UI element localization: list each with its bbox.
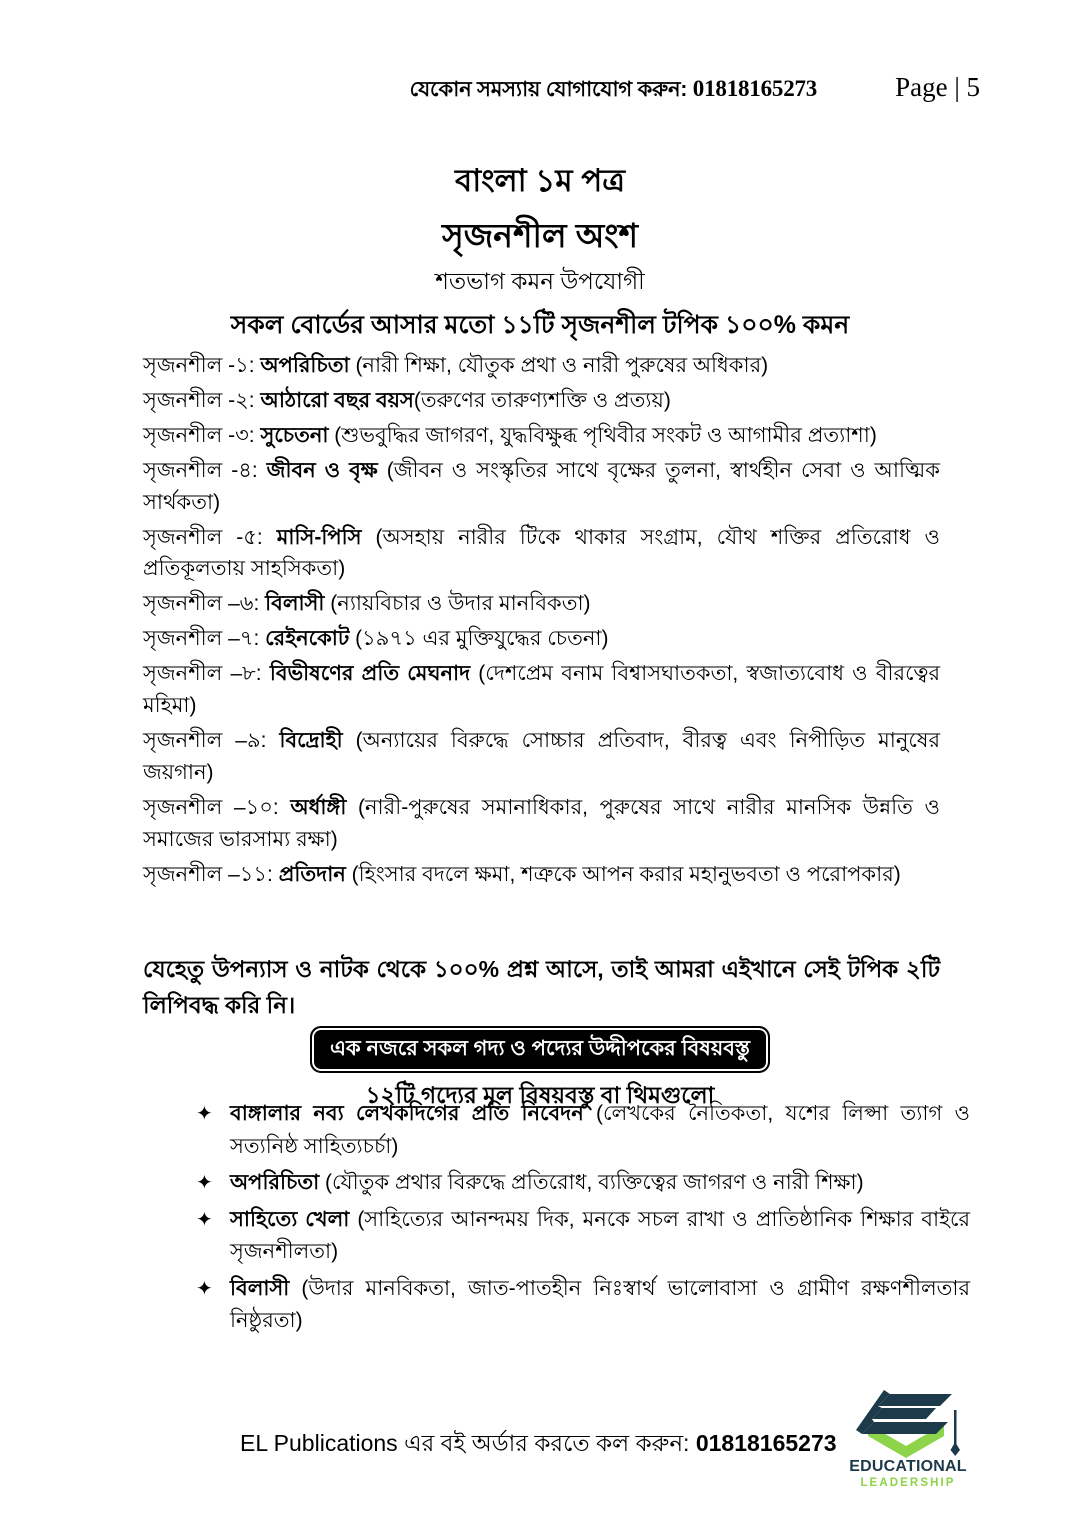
bullet-text	[230, 1167, 970, 1200]
document-title: বাংলা ১ম পত্র	[454, 163, 626, 198]
star-bullet-icon: ✦	[196, 1101, 213, 1125]
topic-name: সুচেতনা	[260, 423, 329, 447]
star-bullet-icon: ✦	[196, 1170, 213, 1195]
document-tagline: শতভাগ কমন উপযোগী	[435, 268, 645, 294]
list-item	[143, 859, 940, 891]
footer-order-text	[140, 1425, 837, 1464]
header-contact-phone: 01818165273	[692, 76, 818, 101]
topic-desc: (অন্যায়ের বিরুদ্ধে সোচ্চার প্রতিবাদ, বীরত্ব এবং নিপীড়িত মানুষের জয়গান)	[143, 728, 940, 784]
topic-desc: (অসহায় নারীর টিকে থাকার সংগ্রাম, যৌথ শক্তির প্রতিরোধ ও প্রতিকূলতায় সাহসিকতা)	[143, 525, 940, 581]
logo-word-educational: EDUCATIONAL	[849, 1458, 967, 1475]
bullet-desc: (সাহিত্যের আনন্দময় দিক, মনকে সচল রাখা ও প্রাতিষ্ঠানিক শিক্ষার বাইরে সৃজনশীলতা)	[230, 1207, 970, 1264]
list-item	[143, 522, 940, 586]
topic-lead: সৃজনশীল -৫:	[143, 525, 277, 549]
topic-lead: সৃজনশীল –৭:	[143, 627, 266, 651]
topic-desc: (শুভবুদ্ধির জাগরণ, যুদ্ধবিক্ষুব্ধ পৃথিবীর সংকট ও আগামীর প্রত্যাশা)	[328, 423, 877, 447]
star-bullet-icon: ✦	[196, 1206, 213, 1231]
list-item	[143, 658, 940, 722]
graduation-cap-logo-icon	[848, 1386, 968, 1458]
page-number: Page | 5	[895, 72, 980, 102]
topic-lead: সৃজনশীল –৮:	[143, 662, 270, 686]
topic-desc: (নারী শিক্ষা, যৌতুক প্রথা ও নারী পুরুষের অধিকার)	[349, 354, 769, 377]
footer-phone: 01818165273	[695, 1430, 837, 1456]
list-item	[143, 420, 940, 452]
topic-name: জীবন ও বৃক্ষ	[266, 458, 378, 482]
topic-lead: সৃজনশীল -২:	[143, 388, 261, 412]
banner-subtitle: ১২টি গদ্যের মূল বিষয়বস্তু বা থিমগুলো	[365, 1082, 715, 1109]
list-item	[143, 588, 940, 620]
topic-lead: সৃজনশীল -৪:	[143, 458, 267, 482]
topic-desc: (হিংসার বদলে ক্ষমা, শত্রুকে আপন করার মহানুভবতা ও পরোপকার)	[345, 862, 901, 886]
creative-topic-list	[143, 350, 940, 894]
note-block	[143, 952, 940, 1023]
topic-name: অপরিচিতা	[260, 354, 350, 377]
list-item	[196, 1204, 970, 1269]
topic-desc: (১৯৭১ এর মুক্তিযুদ্ধের চেতনা)	[349, 627, 609, 651]
topic-name: বিদ্রোহী	[279, 728, 343, 752]
topic-name: অর্ধাঙ্গী	[290, 795, 347, 819]
topic-desc: (দেশপ্রেম বনাম বিশ্বাসঘাতকতা, স্বজাত্যবোধ ও বীরত্বের মহিমা)	[143, 662, 940, 718]
list-item	[143, 350, 940, 382]
bullet-text	[230, 1204, 970, 1269]
list-item	[196, 1167, 970, 1200]
topic-name: আঠারো বছর বয়স	[260, 388, 414, 412]
bullet-desc: (উদার মানবিকতা, জাত-পাতহীন নিঃস্বার্থ ভালোবাসা ও গ্রামীণ রক্ষণশীলতার নিষ্ঠুরতা)	[230, 1276, 970, 1333]
bullet-name: বিলাসী	[230, 1276, 290, 1300]
logo-word-leadership: LEADERSHIP	[860, 1477, 956, 1490]
topic-lead: সৃজনশীল -৩:	[143, 423, 261, 447]
topic-desc: (নারী-পুরুষের সমানাধিকার, পুরুষের সাথে নারীর মানসিক উন্নতি ও সমাজের ভারসাম্য রক্ষা)	[143, 795, 940, 851]
list-item	[143, 725, 940, 789]
topic-lead: সৃজনশীল –৬:	[143, 592, 266, 616]
list-item	[143, 792, 940, 856]
document-subtitle: সৃজনশীল অংশ	[441, 216, 639, 254]
note-text: যেহেতু উপন্যাস ও নাটক থেকে ১০০% প্রশ্ন আসে, তাই আমরা এইখানে সেই টপিক ২টি লিপিবদ্ধ করি নি।	[143, 956, 941, 1018]
header-contact-label: যেকোন সমস্যায় যোগাযোগ করুন:	[409, 78, 688, 101]
bullet-name: সাহিত্যে খেলা	[230, 1207, 350, 1231]
educational-leadership-logo	[848, 1386, 968, 1496]
list-item	[143, 455, 940, 519]
bullet-name: অপরিচিতা	[230, 1171, 320, 1195]
footer-label: EL Publications এর বই অর্ডার করতে কল করুন:	[240, 1430, 696, 1456]
header-contact	[410, 73, 817, 108]
section-heading: সকল বোর্ডের আসার মতো ১১টি সৃজনশীল টপিক ১০০% কমন	[230, 310, 850, 339]
prose-theme-list	[196, 1098, 970, 1342]
topic-desc: (ন্যায়বিচার ও উদার মানবিকতা)	[324, 592, 591, 616]
topic-lead: সৃজনশীল –১১:	[143, 862, 279, 886]
bullet-text	[230, 1098, 970, 1163]
bullet-text	[230, 1273, 970, 1338]
list-item	[196, 1098, 970, 1163]
list-item	[196, 1273, 970, 1338]
topic-name: মাসি-পিসি	[276, 525, 362, 549]
title-block	[140, 158, 940, 344]
topic-name: প্রতিদান	[278, 862, 346, 886]
page-header	[140, 72, 980, 112]
topic-desc: (তরুণের তারুণ্যশক্তি ও প্রত্যয়)	[413, 388, 671, 412]
topic-name: বিভীষণের প্রতি মেঘনাদ	[269, 662, 471, 686]
topic-name: রেইনকোট	[265, 627, 350, 651]
topic-lead: সৃজনশীল –১০:	[143, 795, 291, 819]
bullet-name: বাঙ্গালার নব্য লেখকদিগের প্রতি নিবেদন	[230, 1102, 584, 1125]
list-item	[143, 623, 940, 655]
topic-lead: সৃজনশীল –৯:	[143, 728, 280, 752]
topic-name: বিলাসী	[265, 592, 325, 616]
topic-lead: সৃজনশীল -১:	[143, 354, 261, 377]
bullet-desc: (যৌতুক প্রথার বিরুদ্ধে প্রতিরোধ, ব্যক্তিত্বের জাগরণ ও নারী শিক্ষা)	[319, 1171, 864, 1195]
topic-desc: (জীবন ও সংস্কৃতির সাথে বৃক্ষের তুলনা, স্বার্থহীন সেবা ও আত্মিক সার্থকতা)	[143, 458, 940, 514]
bullet-desc: (লেখকের নৈতিকতা, যশের লিপ্সা ত্যাগ ও সত্যনিষ্ঠ সাহিত্যচর্চা)	[230, 1102, 970, 1158]
star-bullet-icon: ✦	[196, 1275, 213, 1300]
section-banner: এক নজরে সকল গদ্য ও পদ্যের উদ্দীপকের বিষয়বস্তু	[312, 1028, 768, 1071]
list-item	[143, 385, 940, 417]
